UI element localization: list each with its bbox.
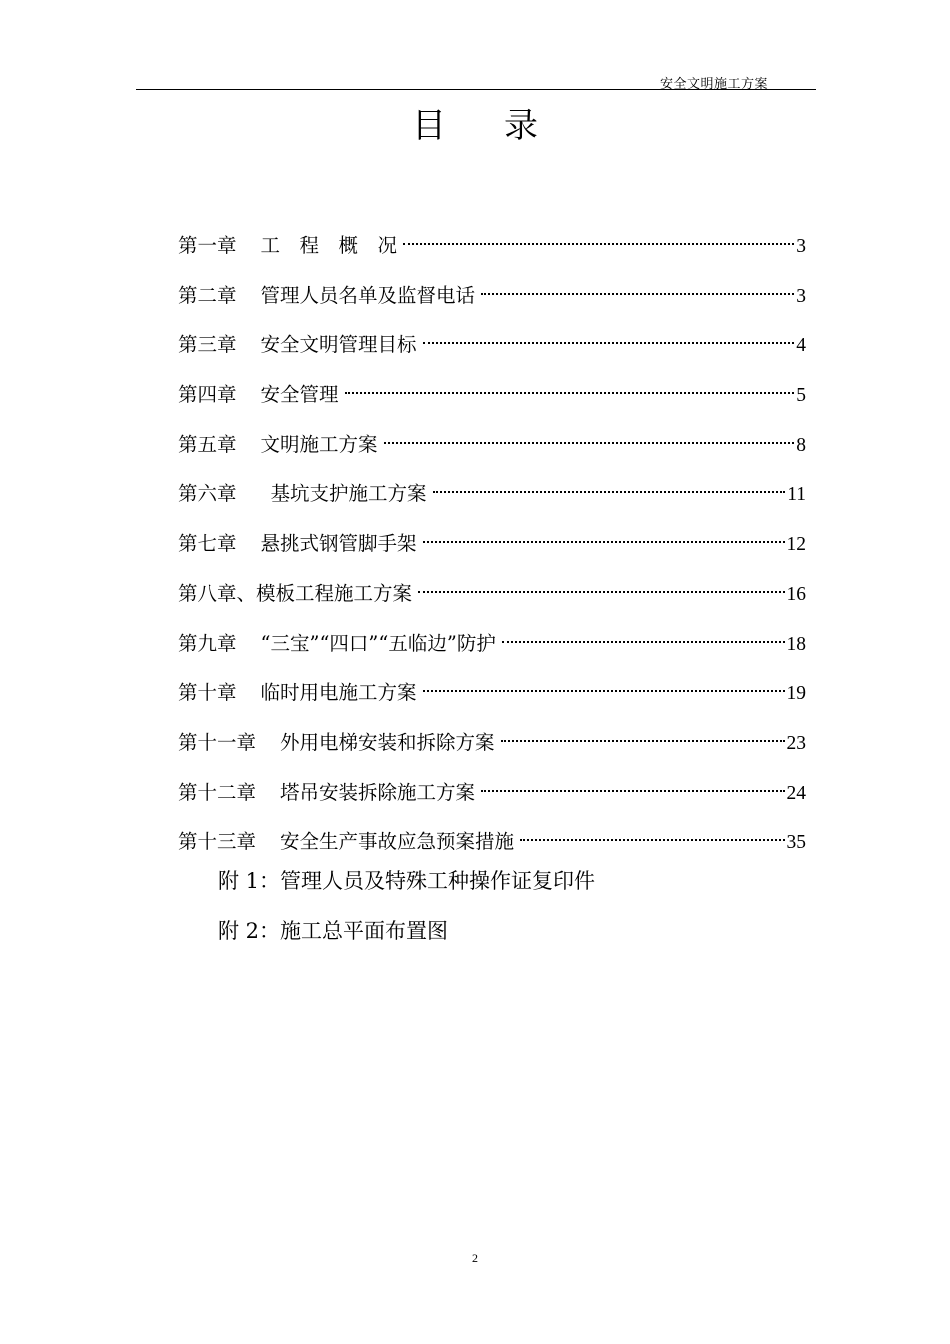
toc-page: 11 xyxy=(787,484,806,506)
toc-leader xyxy=(520,818,784,848)
toc-page: 24 xyxy=(786,782,806,804)
toc-page: 23 xyxy=(786,732,806,754)
toc-chapter: 第五章 xyxy=(178,432,237,456)
toc-name: “三宝”“四口”“五临边”防护 xyxy=(260,631,496,655)
toc-entry[interactable] xyxy=(178,769,806,819)
toc-name: 文明施工方案 xyxy=(260,432,378,456)
appendix-text: 施工总平面布置图 xyxy=(280,919,449,943)
toc-entry[interactable] xyxy=(178,620,806,670)
toc-chapter: 第八章、 xyxy=(178,581,257,605)
appendix-text: 管理人员及特殊工种操作证复印件 xyxy=(280,869,596,893)
toc-leader xyxy=(423,520,785,550)
toc-chapter: 第三章 xyxy=(178,333,237,357)
toc-chapter: 第四章 xyxy=(178,383,237,407)
toc-entry[interactable] xyxy=(178,719,806,769)
toc-name: 外用电梯安装和拆除方案 xyxy=(280,730,495,754)
appendix-label: 附 2： xyxy=(218,919,281,943)
toc-name: 安全生产事故应急预案措施 xyxy=(280,830,515,854)
toc-chapter: 第九章 xyxy=(178,631,237,655)
toc-chapter: 第七章 xyxy=(178,532,237,556)
toc-leader xyxy=(481,769,784,799)
toc-title-char-1: 目 xyxy=(412,106,446,146)
toc-entry[interactable] xyxy=(178,222,806,272)
toc-leader xyxy=(481,272,794,302)
toc-page: 8 xyxy=(796,434,806,456)
toc-page: 12 xyxy=(786,534,806,556)
toc-page: 16 xyxy=(786,583,806,605)
appendix-item xyxy=(218,916,448,946)
toc-name: 基坑支护施工方案 xyxy=(270,482,427,506)
toc-title-char-2: 录 xyxy=(504,106,538,146)
toc-entry[interactable] xyxy=(178,371,806,421)
toc-leader xyxy=(423,669,785,699)
toc-name: 悬挑式钢管脚手架 xyxy=(260,532,417,556)
toc-chapter: 第十章 xyxy=(178,681,237,705)
toc-leader xyxy=(501,719,785,749)
toc-page: 3 xyxy=(796,285,806,307)
toc-entry[interactable] xyxy=(178,470,806,520)
toc-name: 安全文明管理目标 xyxy=(260,333,417,357)
toc-leader xyxy=(418,570,784,600)
toc-page: 19 xyxy=(786,683,806,705)
toc-name: 安全管理 xyxy=(260,383,339,407)
toc-entry[interactable] xyxy=(178,669,806,719)
toc-name: 临时用电施工方案 xyxy=(260,681,417,705)
toc-chapter: 第六章 xyxy=(178,482,237,506)
toc-chapter: 第十二章 xyxy=(178,780,257,804)
toc-list xyxy=(178,222,806,868)
toc-page: 4 xyxy=(796,335,806,357)
toc-leader xyxy=(345,371,795,401)
toc-entry[interactable] xyxy=(178,421,806,471)
toc-entry[interactable] xyxy=(178,520,806,570)
toc-chapter: 第十一章 xyxy=(178,730,257,754)
toc-page: 5 xyxy=(796,385,806,407)
toc-entry[interactable] xyxy=(178,321,806,371)
toc-title xyxy=(0,104,950,148)
toc-name: 塔吊安装拆除施工方案 xyxy=(280,780,476,804)
toc-entry[interactable] xyxy=(178,272,806,322)
toc-name: 模板工程施工方案 xyxy=(256,581,413,605)
toc-leader xyxy=(403,222,794,252)
toc-entry[interactable] xyxy=(178,818,806,868)
toc-leader xyxy=(423,321,795,351)
toc-entry[interactable] xyxy=(178,570,806,620)
toc-name: 工 程 概 况 xyxy=(260,234,398,257)
toc-leader xyxy=(502,620,785,650)
toc-page: 18 xyxy=(786,633,806,655)
toc-leader xyxy=(384,421,795,451)
toc-chapter: 第一章 xyxy=(178,234,237,257)
toc-page: 3 xyxy=(796,236,806,257)
page-number: 2 xyxy=(472,1251,478,1265)
toc-chapter: 第十三章 xyxy=(178,830,257,854)
appendix-item xyxy=(218,866,595,896)
appendix-label: 附 1： xyxy=(218,869,281,893)
header-rule xyxy=(136,89,816,90)
toc-page: 35 xyxy=(786,832,806,854)
toc-chapter: 第二章 xyxy=(178,283,237,307)
running-header-title: 安全文明施工方案 xyxy=(660,77,769,92)
toc-leader xyxy=(433,470,786,500)
toc-name: 管理人员名单及监督电话 xyxy=(260,283,476,307)
